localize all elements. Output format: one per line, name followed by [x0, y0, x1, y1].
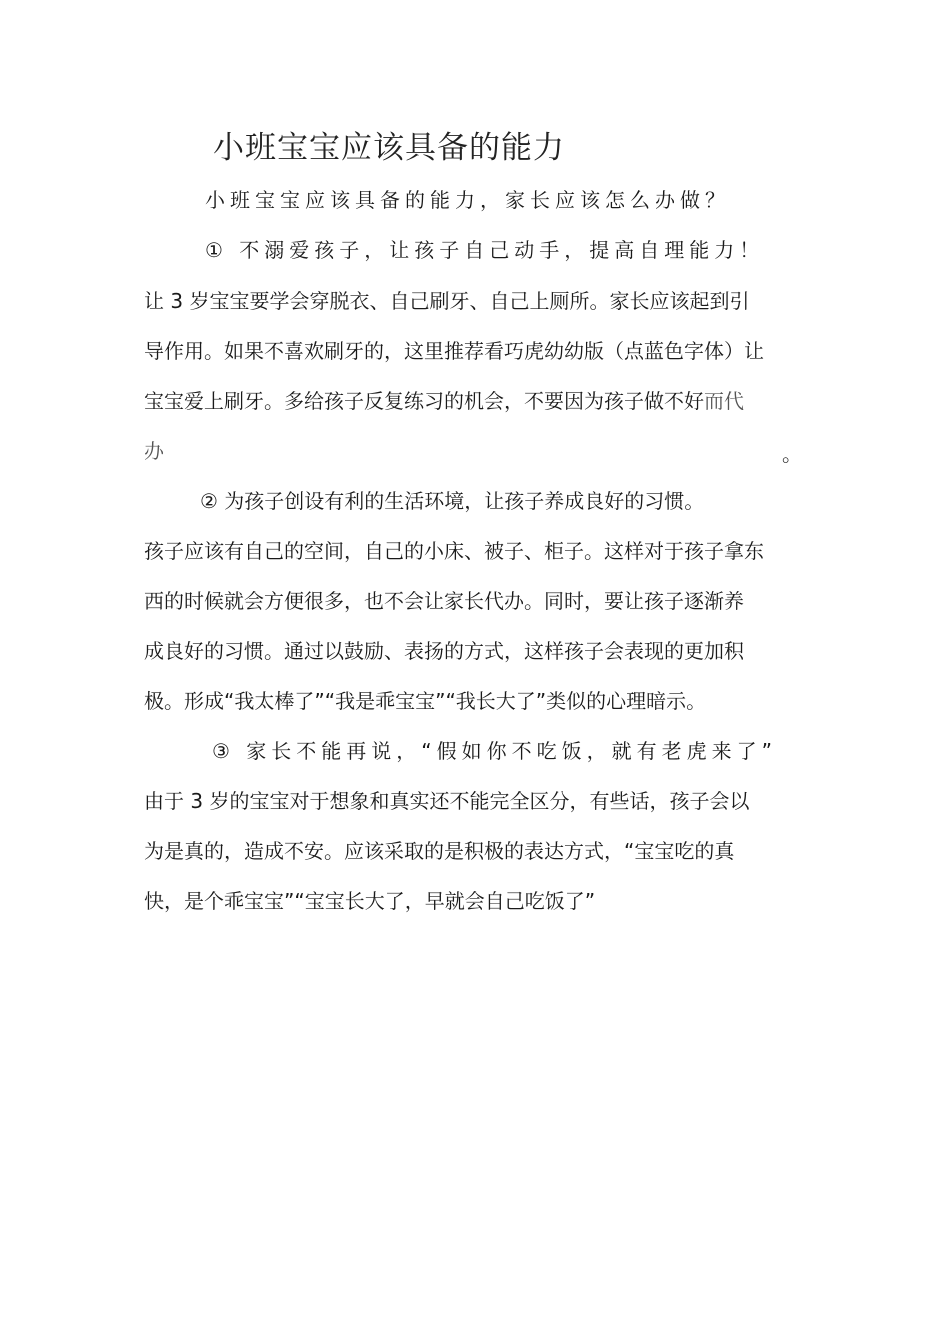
section-1-line-3-tail: 而代 [704, 389, 744, 413]
section-2-heading: ② 为孩子创设有利的生活环境，让孩子养成良好的习惯。 [200, 489, 705, 513]
section-2-line-2: 西的时候就会方便很多，也不会让家长代办。同时，要让孩子逐渐养 [144, 589, 744, 613]
section-2-line-1: 孩子应该有自己的空间，自己的小床、被子、柜子。这样对于孩子拿东 [144, 539, 764, 563]
section-1-heading: ① 不溺爱孩子，让孩子自己动手，提高自理能力！ [205, 238, 765, 262]
section-3-line-2: 为是真的，造成不安。应该采取的是积极的表达方式，“宝宝吃的真 [144, 839, 735, 863]
section-3-line-3: 快，是个乖宝宝”“宝宝长大了，早就会自己吃饭了” [144, 889, 596, 913]
section-1-line-2: 导作用。如果不喜欢刷牙的，这里推荐看巧虎幼幼版（点蓝色字体）让 [144, 339, 764, 363]
section-1-line-3-text: 宝宝爱上刷牙。多给孩子反复练习的机会，不要因为孩子做不好 [144, 389, 704, 413]
section-1-end-mark: 。 [782, 442, 802, 466]
section-1-line-3 [144, 387, 744, 415]
section-1-line-4: 办 [144, 439, 164, 463]
document-subtitle: 小班宝宝应该具备的能力，家长应该怎么办做？ [205, 188, 730, 212]
document-title: 小班宝宝应该具备的能力 [213, 130, 565, 166]
section-3-heading: ③ 家长不能再说，“假如你不吃饭，就有老虎来了” [212, 739, 778, 763]
section-2-line-4: 极。形成“我太棒了”“我是乖宝宝”“我长大了”类似的心理暗示。 [144, 689, 707, 713]
section-3-line-1: 由于 3 岁的宝宝对于想象和真实还不能完全区分，有些话，孩子会以 [144, 789, 750, 813]
section-1-line-1: 让 3 岁宝宝要学会穿脱衣、自己刷牙、自己上厕所。家长应该起到引 [144, 289, 750, 313]
section-2-line-3: 成良好的习惯。通过以鼓励、表扬的方式，这样孩子会表现的更加积 [144, 639, 744, 663]
